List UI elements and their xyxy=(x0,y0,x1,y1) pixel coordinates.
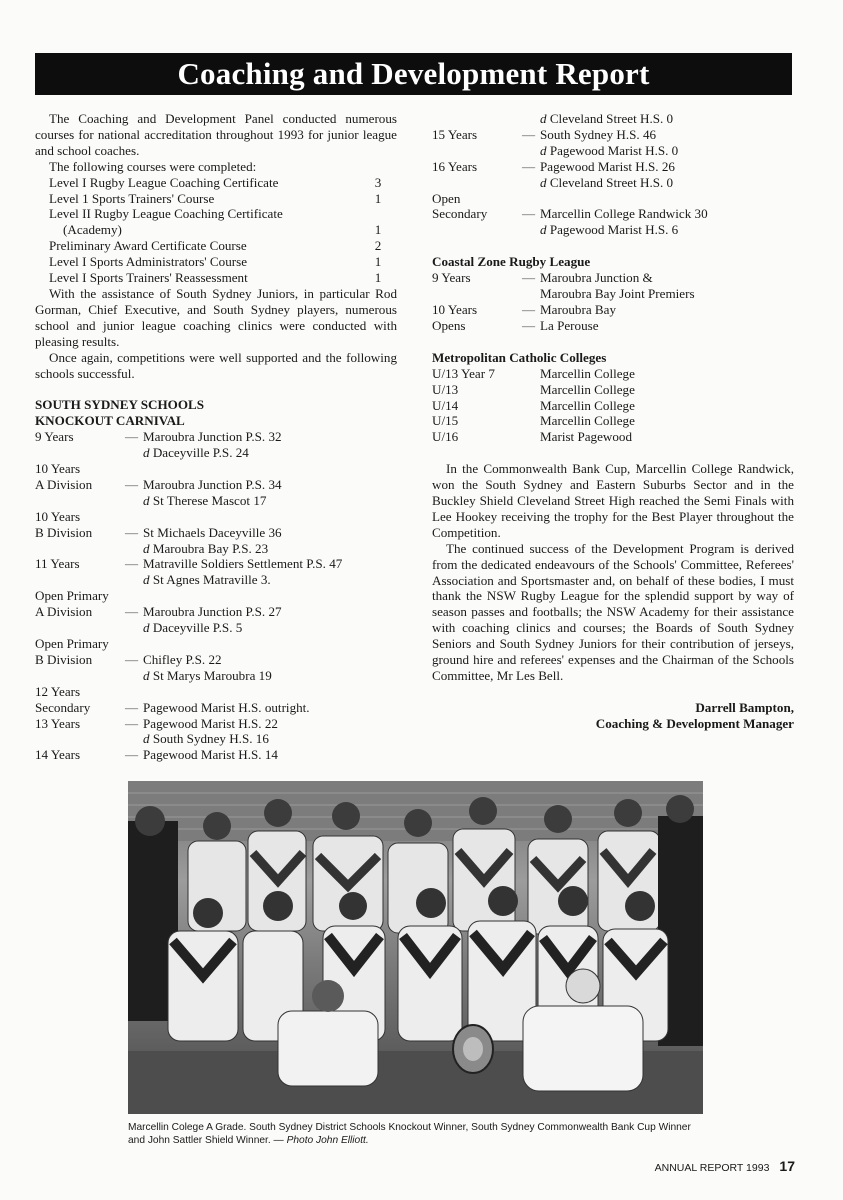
catholic-row: U/13 Marcellin College xyxy=(432,381,635,397)
result-runner-up: d St Marys Maroubra 19 xyxy=(143,667,272,683)
result-row: A Division — Maroubra Junction P.S. 27 xyxy=(35,604,282,620)
right-column xyxy=(432,111,794,732)
result-row: Secondary — Pagewood Marist H.S. outright. xyxy=(35,699,310,715)
team-photo xyxy=(128,781,703,1114)
page-number: 17 xyxy=(779,1158,795,1174)
coastal-row: 10 Years — Maroubra Bay xyxy=(432,301,616,317)
result-runner-up: d Maroubra Bay P.S. 23 xyxy=(143,540,269,556)
assistance-paragraph: With the assistance of South Sydney Juniors, in particular Rod Gorman, Chief Executive, and South Sydney players, numerous school and junior league coaching clinics were conducted with pleasing results. xyxy=(35,285,397,349)
catholic-row: U/16 Marist Pagewood xyxy=(432,429,633,445)
catholic-row: U/15 Marcellin College xyxy=(432,413,635,429)
result-runner-up: d Daceyville P.S. 5 xyxy=(143,620,243,636)
coastal-row: 9 Years — Maroubra Junction & xyxy=(432,270,653,286)
knockout-heading: SOUTH SYDNEY SCHOOLS KNOCKOUT CARNIVAL xyxy=(35,397,205,429)
course-item: (Academy) 1 xyxy=(63,222,382,238)
course-item: Level I Sports Trainers' Reassessment 1 xyxy=(49,270,382,286)
page-footer xyxy=(655,1158,795,1174)
result-row: 9 Years — Maroubra Junction P.S. 32 xyxy=(35,429,282,445)
catholic-row: U/13 Year 7 Marcellin College xyxy=(432,365,635,381)
result-row: 16 Years — Pagewood Marist H.S. 26 xyxy=(432,158,675,174)
result-runner-up: d Pagewood Marist H.S. 0 xyxy=(540,142,679,158)
signature-title: Coaching & Development Manager xyxy=(595,715,794,731)
result-label: 10 Years xyxy=(35,461,81,477)
result-runner-up: d Cleveland Street H.S. 0 xyxy=(540,174,674,190)
knockout-results xyxy=(35,429,397,763)
result-row: 13 Years — Pagewood Marist H.S. 22 xyxy=(35,715,278,731)
result-label: 10 Years xyxy=(35,508,81,524)
result-row: B Division — St Michaels Daceyville 36 xyxy=(35,524,282,540)
coastal-heading: Coastal Zone Rugby League xyxy=(432,254,591,270)
signature-name: Darrell Bampton, xyxy=(695,699,794,715)
result-row: 15 Years — South Sydney H.S. 46 xyxy=(432,126,657,142)
left-column xyxy=(35,111,397,763)
footer-label: ANNUAL REPORT 1993 xyxy=(654,1162,770,1174)
intro-paragraph: The Coaching and Development Panel conducted numerous courses for national accreditation throughout 1993 for junior league and school coaches. xyxy=(35,111,397,158)
course-item: Level I Sports Administrators' Course 1 xyxy=(49,254,382,270)
result-row: B Division — Chifley P.S. 22 xyxy=(35,651,222,667)
photo-caption: Marcellin Colege A Grade. South Sydney District Schools Knockout Winner, South Sydney Commonwealth Bank Cup Winner and John Sattler Shield Winner. — Photo John Elliott. xyxy=(128,1122,691,1146)
result-runner-up: d Daceyville P.S. 24 xyxy=(143,445,249,461)
result-row: A Division — Maroubra Junction P.S. 34 xyxy=(35,476,282,492)
catholic-heading: Metropolitan Catholic Colleges xyxy=(432,349,607,365)
result-label: Open Primary xyxy=(35,636,109,651)
page-banner: Coaching and Development Report xyxy=(35,53,792,95)
competitions-paragraph: Once again, competitions were well supported and the following schools successful. xyxy=(35,349,397,381)
development-paragraph: The continued success of the Development Program is derived from the dedicated endeavours of the Schools' Committee, Referees' Association and Sportsmaster and, on behalf of these bodies, I must thank the NSW Rugby League for the splendid support by way of season passes and footballs; the NSW Academy for their assistance with coaching clinics and courses; the Boards of South Sydney Seniors and South Sydney Juniors for their contribution of jerseys, ground hire and referees' expenses and the Chairman of the Schools Committee, Mr Les Bell. xyxy=(432,540,794,683)
result-runner-up: d South Sydney H.S. 16 xyxy=(143,731,269,747)
result-row: 11 Years — Matraville Soldiers Settlement P.S. 47 xyxy=(35,556,343,572)
catholic-row: U/14 Marcellin College xyxy=(432,397,635,413)
course-item: Level II Rugby League Coaching Certificate xyxy=(49,206,283,222)
coastal-row-sub: Maroubra Bay Joint Premiers xyxy=(540,286,695,302)
courses-list xyxy=(35,175,397,286)
result-row: 14 Years — Pagewood Marist H.S. 14 xyxy=(35,747,278,763)
commonwealth-paragraph: In the Commonwealth Bank Cup, Marcellin College Randwick, won the South Sydney and Eastern Suburbs Sector and in the Buckley Shield Cleveland Street High reached the Semi Finals with Lee Hookey receiving the trophy for the Best Player throughout the Competition. xyxy=(432,461,794,540)
photo-credit: Photo John Elliott. xyxy=(286,1134,369,1146)
course-item: Preliminary Award Certificate Course 2 xyxy=(49,238,382,254)
result-runner-up: d St Agnes Matraville 3. xyxy=(143,572,271,588)
result-label: Open xyxy=(432,190,461,206)
result-label: Open Primary xyxy=(35,588,109,604)
result-label: 12 Years xyxy=(35,683,81,699)
courses-intro: The following courses were completed: xyxy=(49,158,257,174)
course-item: Level 1 Sports Trainers' Course 1 xyxy=(49,190,382,206)
result-runner-up: d Pagewood Marist H.S. 6 xyxy=(540,222,679,238)
result-row: Secondary — Marcellin College Randwick 30 xyxy=(432,206,708,222)
course-item: Level I Rugby League Coaching Certificate 3 xyxy=(49,174,382,190)
result-runner-up: d Cleveland Street H.S. 0 xyxy=(540,111,674,126)
result-runner-up: d St Therese Mascot 17 xyxy=(143,492,267,508)
coastal-row: Opens — La Perouse xyxy=(432,317,599,333)
